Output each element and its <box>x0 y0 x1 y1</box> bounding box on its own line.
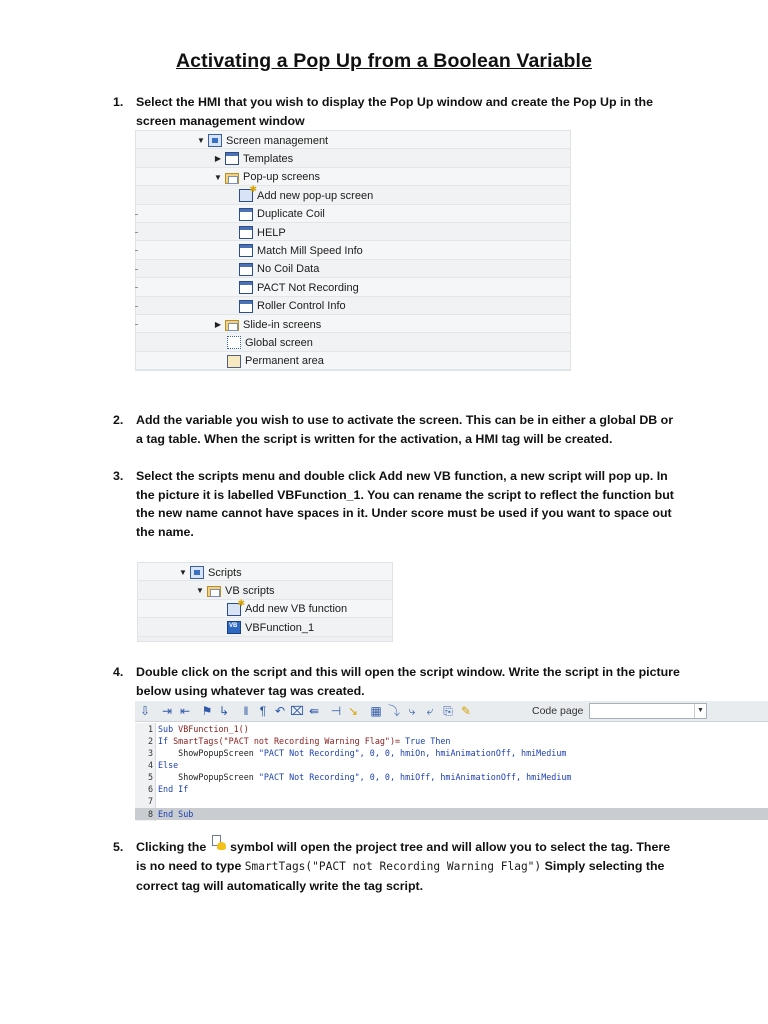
tree-row[interactable] <box>136 278 570 296</box>
screen-icon <box>239 226 253 239</box>
tree-label: HELP <box>257 226 286 239</box>
code-line[interactable]: 6 End If <box>147 784 189 794</box>
permanent-area-icon <box>227 355 241 368</box>
folder-icon <box>225 173 239 184</box>
step-text: Select the HMI that you wish to display the Pop Up window and create the Pop Up in the screen management window <box>136 95 654 128</box>
collapsed-arrow-icon[interactable]: ▶ <box>214 320 222 329</box>
expanded-arrow-icon[interactable]: ▼ <box>197 136 205 145</box>
step-2 <box>113 411 683 448</box>
next-bookmark-icon[interactable]: ↳ <box>218 704 230 718</box>
tree-label: VBFunction_1 <box>245 621 315 634</box>
vb-folder-icon <box>207 586 221 597</box>
undo-icon[interactable]: ↶ <box>274 704 286 718</box>
screen-icon <box>239 300 253 313</box>
scripts-icon <box>190 566 204 579</box>
script-editor <box>135 701 768 821</box>
insert-snippet-icon[interactable]: ⊣ <box>330 704 342 718</box>
expanded-arrow-icon[interactable]: ▼ <box>214 172 222 182</box>
comment-icon[interactable]: ‖ <box>243 704 249 718</box>
folder-icon <box>225 320 239 331</box>
template-icon <box>225 152 239 165</box>
tree-label: Add new pop-up screen <box>257 189 374 202</box>
cross-reference-icon[interactable]: ⤵ <box>387 704 400 718</box>
step-3 <box>113 467 683 541</box>
find-icon[interactable]: ⤷ <box>408 704 416 718</box>
add-function-icon <box>227 603 241 616</box>
step-text: Double click on the script and this will open the script window. Write the script in the picture below using whatever tag was created. <box>136 665 680 698</box>
code-page-label: Code page <box>532 705 584 717</box>
screen-management-tree <box>135 130 571 371</box>
code-line[interactable]: 8 End Sub <box>135 808 768 820</box>
step-text: Clicking the symbol will open the project tree and will allow you to select the tag. There is no need to type SmartTags("PACT not Recording Warning Flag") Simply selecting the correct tag will automatically write the tag script. <box>136 838 683 895</box>
outdent-icon[interactable]: ⇤ <box>179 704 191 718</box>
tree-row[interactable] <box>138 581 392 599</box>
step-1 <box>113 93 683 130</box>
screen-icon <box>239 208 253 221</box>
tag-list-icon[interactable]: ⎘ <box>443 704 453 718</box>
format-icon[interactable]: ⇚ <box>308 704 320 718</box>
step-number: 4. <box>113 665 124 679</box>
replace-icon[interactable]: ⤶ <box>426 704 434 718</box>
tree-row[interactable] <box>136 297 570 315</box>
select-tag-icon[interactable]: ↘ <box>347 704 359 718</box>
expanded-arrow-icon[interactable]: ▼ <box>179 568 187 577</box>
tree-label: Duplicate Coil <box>257 208 325 221</box>
tree-label: Match Mill Speed Info <box>257 244 363 257</box>
tree-label: Roller Control Info <box>257 300 346 313</box>
code-line[interactable]: 1 Sub VBFunction_1() <box>147 724 249 734</box>
uncomment-icon[interactable]: ¶ <box>259 704 267 718</box>
tree-label: Permanent area <box>245 355 324 368</box>
vb-function-icon <box>227 621 241 634</box>
tree-row[interactable] <box>136 260 570 278</box>
tree-label: Templates <box>243 152 294 165</box>
tree-label: VB scripts <box>225 584 275 597</box>
tree-label: PACT Not Recording <box>257 281 359 294</box>
tree-label: Scripts <box>208 566 242 579</box>
clear-bookmarks-icon[interactable]: ⌧ <box>290 704 304 718</box>
tree-row[interactable] <box>136 186 570 204</box>
page-title: Activating a Pop Up from a Boolean Variable <box>175 50 593 72</box>
tree-label: Global screen <box>245 336 313 349</box>
screen-icon <box>239 244 253 257</box>
tree-label: No Coil Data <box>257 263 320 276</box>
tree-row[interactable] <box>136 352 570 370</box>
code-line[interactable]: 5 ShowPopupScreen "PACT Not Recording", 0, 0, hmiOff, hmiAnimationOff, hmiMedium <box>147 772 572 782</box>
step-text: Add the variable you wish to use to activate the screen. This can be in either a global DB or a tag table. When the script is written for the activation, a HMI tag will be created. <box>136 413 674 446</box>
tree-row[interactable] <box>136 168 570 186</box>
screen-icon <box>239 263 253 276</box>
step-5 <box>113 838 683 895</box>
scripts-tree <box>137 562 393 642</box>
syntax-icon[interactable]: ▦ <box>370 704 382 718</box>
step-text: Select the scripts menu and double click Add new VB function, a new script will pop up. In the picture it is labelled VBFunction_1. You can rename the script to reflect the function but the new name cannot have spaces in it. Under score must be used if you want to space out the name. <box>136 469 674 539</box>
tree-label: Pop-up screens <box>243 171 321 184</box>
step-number: 2. <box>113 413 124 427</box>
tree-row[interactable] <box>136 131 570 149</box>
chevron-down-icon[interactable]: ▼ <box>694 704 706 718</box>
code-line[interactable]: 3 ShowPopupScreen "PACT Not Recording", 0, 0, hmiOn, hmiAnimationOff, hmiMedium <box>147 748 567 758</box>
step-4 <box>113 663 683 700</box>
step-number: 3. <box>113 469 124 483</box>
code-line[interactable]: 4 Else <box>147 760 179 770</box>
indent-icon[interactable]: ⇥ <box>161 704 173 718</box>
step-number: 1. <box>113 95 124 109</box>
code-line[interactable]: 2 If SmartTags("PACT not Recording Warning Flag")= True Then <box>147 736 451 746</box>
tree-label: Slide-in screens <box>243 318 322 331</box>
editor-toolbar <box>135 701 768 722</box>
bookmark-icon[interactable]: ⚑ <box>201 704 213 718</box>
tree-row[interactable] <box>136 205 570 223</box>
global-screen-icon <box>227 336 241 349</box>
step-number: 5. <box>113 840 124 854</box>
code-area[interactable] <box>135 723 768 821</box>
tree-row[interactable] <box>136 223 570 241</box>
hmi-folder-icon <box>208 134 222 147</box>
tree-row[interactable] <box>138 600 392 618</box>
tree-row[interactable] <box>138 563 392 581</box>
screen-icon <box>239 281 253 294</box>
tree-row[interactable] <box>136 149 570 167</box>
tree-row[interactable] <box>136 315 570 333</box>
inline-code: SmartTags("PACT not Recording Warning Flag") <box>244 860 542 873</box>
project-tree-icon <box>211 835 226 851</box>
add-screen-icon <box>239 189 253 202</box>
tree-row[interactable] <box>136 333 570 351</box>
expanded-arrow-icon[interactable]: ▼ <box>196 586 204 596</box>
compile-icon[interactable]: ⇩ <box>139 704 151 718</box>
tree-row[interactable] <box>138 618 392 636</box>
code-line[interactable]: 7 <box>147 796 153 806</box>
tree-label: Screen management <box>226 134 329 147</box>
code-page-dropdown[interactable] <box>589 703 707 719</box>
tree-row[interactable] <box>136 241 570 259</box>
tree-label: Add new VB function <box>245 603 348 616</box>
collapsed-arrow-icon[interactable]: ▶ <box>214 154 222 164</box>
project-tree-icon[interactable]: ✎ <box>460 704 472 718</box>
